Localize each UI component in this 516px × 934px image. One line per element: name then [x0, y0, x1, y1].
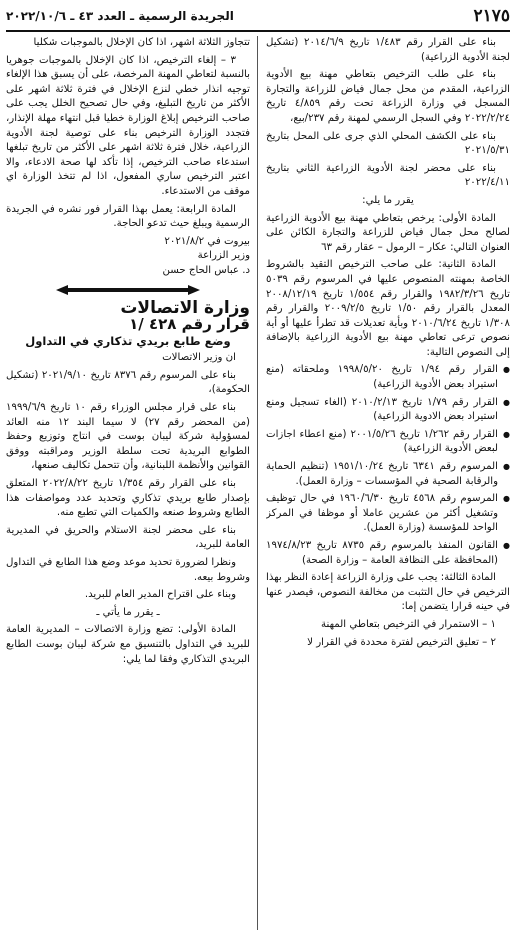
paragraph: بناء على محضر لجنة الاستلام والحريق في المديرية العامة للبريد،: [6, 524, 250, 551]
bullet-item: ● المرسوم رقم ٤٥٦٨ تاريخ ١٩٦٠/٦/٣٠ في حال توظيف وتشغيل أكثر من عشرين عاملا أو موظفا في المركز الواحد للمؤسسة (وزارة العمل).: [266, 492, 510, 536]
signature-name: د. عباس الحاج حسن: [162, 264, 250, 276]
decision-subject: وضع طابع بريدي تذكاري في التداول: [25, 333, 231, 348]
decides-heading: يقرر ما يلي:: [362, 194, 414, 206]
article-2: المادة الثانية: على صاحب الترخيص التقيد بالشروط الخاصة بمهنته المنصوص عليها في المرسوم رقم ٥٠٣٩ تاريخ ١٩٨٢/٣/٢٦ والقرار رقم ١/٥٥٤ تاريخ ٢٠٠٨/١٢/١٩ المعدل بالقرار رقم ١/٥٠ تاريخ ٢٠٠٩/٢/٥ والقرار رقم ١/٣٠٨ تاريخ ٢٠١٠/٦/٢٤ وبأية تعديلات قد تطرأ عليها أو أية نصوص ترعى تعاطي مهنة بيع الأدوية الزراعية بالإضافة إلى النصوص التالية:: [266, 259, 510, 358]
option-item: ١ – الاستمرار في الترخيص بتعاطي المهنة: [321, 618, 496, 630]
paragraph: ونظرا لضرورة تحديد موعد وضع هذا الطابع في التداول وشروط بيعه.: [6, 557, 250, 583]
column-divider: [257, 36, 258, 930]
right-column: [266, 36, 510, 930]
article-3: المادة الثالثة: يجب على وزارة الزراعة إعادة النظر بهذا الترخيص في حال التثبت من مخالفة النصوص، فيصدر عنها في حينه قرارا يتضمن إما:: [266, 572, 510, 613]
paragraph: ان وزير الاتصالات: [162, 352, 236, 364]
article-1: المادة الأولى: تضع وزارة الاتصالات – المديرية العامة للبريد في التداول بالتنسيق مع شركة ليبان بوست الطابع البريدي التذكاري وفقا لما يلي:: [6, 624, 250, 665]
article-4: المادة الرابعة: يعمل بهذا القرار فور نشره في الجريدة الرسمية ويبلغ حيث تدعو الحاجة.: [6, 203, 250, 230]
paragraph: بناء على الكشف المحلي الذي جرى على المحل بتاريخ ٢٠٢١/٥/٣١: [266, 130, 510, 157]
signature-place-date: بيروت في ٢٠٢١/٨/٢: [164, 235, 250, 247]
decision-number: قرار رقم ٤٢٨ /١: [129, 315, 250, 334]
bullet-item: ● المرسوم رقم ٦٣٤١ تاريخ ١٩٥١/١٠/٢٤ (تنظيم الحماية والرقابة الصحية في المؤسسات – وزارة العمل).: [266, 460, 510, 489]
left-column: [6, 36, 250, 930]
signature-title: وزير الزراعة: [197, 250, 250, 262]
option-item: ٢ – تعليق الترخيص لفترة محددة في القرار لا: [307, 636, 496, 648]
gazette-title: الجريدة الرسمية ـ العدد ٤٣ ـ ٢٠٢٢/١٠/٦: [6, 9, 234, 23]
article-1: المادة الأولى: يرخص بتعاطي مهنة بيع الأدوية الزراعية لصالح محل جمال فياض للزراعة والتجارة الكائن على العنوان التالي: عكار – الرمول – عقار رقم ٦٣: [266, 212, 510, 253]
paragraph: بناء على المرسوم رقم ٨٣٧٦ تاريخ ٢٠٢١/٩/١٠ (تشكيل الحكومة)،: [6, 369, 250, 396]
ministry-heading: وزارة الاتصالات: [120, 297, 250, 318]
bullet-item: ● القرار رقم ١/٩٤ تاريخ ١٩٩٨/٥/٢٠ وملحقاته (منع استيراد بعض الأدوية الزراعية): [266, 363, 510, 392]
page-header: [6, 2, 510, 32]
bullet-item: ● القانون المنفذ بالمرسوم رقم ٨٧٣٥ تاريخ ١٩٧٤/٨/٢٣ (المحافظة على النظافة العامة – وزارة الصحة): [266, 539, 510, 568]
paragraph: بناء على محضر لجنة الأدوية الزراعية الثاني بتاريخ ٢٠٢٢/٤/١١: [266, 162, 510, 189]
bullet-item: ● القرار رقم ١/٢٦٢ تاريخ ٢٠٠١/٥/٢٦ (منع اعطاء اجازات لبعض الأدوية الزراعية): [266, 428, 510, 457]
page-number: ٢١٧٥: [473, 6, 510, 26]
section-separator: [6, 285, 250, 295]
paragraph: وبناء على اقتراح المدير العام للبريد.: [84, 589, 236, 601]
paragraph: ٣ – إلغاء الترخيص، اذا كان الإخلال بالموجبات جوهريا بالنسبة لتعاطي المهنة المرخصة، على أن يسبق هذا الإلغاء توجيه انذار خطي لنزع الإخلال في فترة ثلاثة اشهر على الأكثر من تاريخ التبليغ، وفي حال تصحيح الخلل يجب على صاحب الترخيص إبلاغ الوزارة خطيا قبل انتهاء مهلة الإنذار، فتجدد الوزارة الترخيص بناء على توصية لجنة الأدوية الزراعية، خلال فترة ثلاثة اشهر على الأكثر من تاريخ تبلغها استدعاء صاحب الترخيص، إذا تأكد لها صحة الادعاء، والا اعتبر الترخيص ساري المفعول، اذا لم تتخذ الوزارة اي موقف من الاستدعاء.: [6, 54, 250, 197]
paragraph: بناء على القرار رقم ١/٣٥٤ تاريخ ٢٠٢٢/٨/٢٢ المتعلق بإصدار طابع بريدي تذكاري وتحديد عدد ومواصفات هذا الطابع وشروط صنعه والكميات التي تطبع منه.: [6, 478, 250, 519]
paragraph: بناء على القرار رقم ١/٤٨٣ تاريخ ٢٠١٤/٦/٩ (تشكيل لجنة الأدوية الزراعية): [266, 37, 510, 63]
paragraph: بناء على قرار مجلس الوزراء رقم ١٠ تاريخ ١٩٩٩/٦/٩ (من المحضر رقم ٢٧) لا سيما البند ١٢ منه العائد لمسؤولية شركة ليبان بوست في انتاج وتوزيع وحفظ الطوابع البريدية تحت سلطة الوزير ومراقبته ووفق القوانين والأنظمة اللبنانية، وأن تتحمل تكاليف صنعها،: [6, 402, 250, 472]
paragraph: بناء على طلب الترخيص بتعاطي مهنة بيع الأدوية الزراعية، المقدم من محل جمال فياض للزراعة والتجارة المسجل في وزارة الزراعة تحت رقم ٤/٨٥٩ تاريخ ٢٠٢٢/٢/٢٤ وفي السجل الرسمي لمهنة رقم ٢٣٧/بيع،: [266, 69, 510, 124]
decides-heading: ـ يقرر ما يأتي ـ: [96, 606, 160, 618]
paragraph: تتجاوز الثلاثة اشهر، اذا كان الإخلال بالموجبات شكليا: [33, 37, 250, 48]
bullet-item: ● القرار رقم ١/٧٩ تاريخ ٢٠١٠/٢/١٣ (الغاء تسجيل ومنع استيراد بعض الادوية الزراعية): [266, 396, 510, 425]
